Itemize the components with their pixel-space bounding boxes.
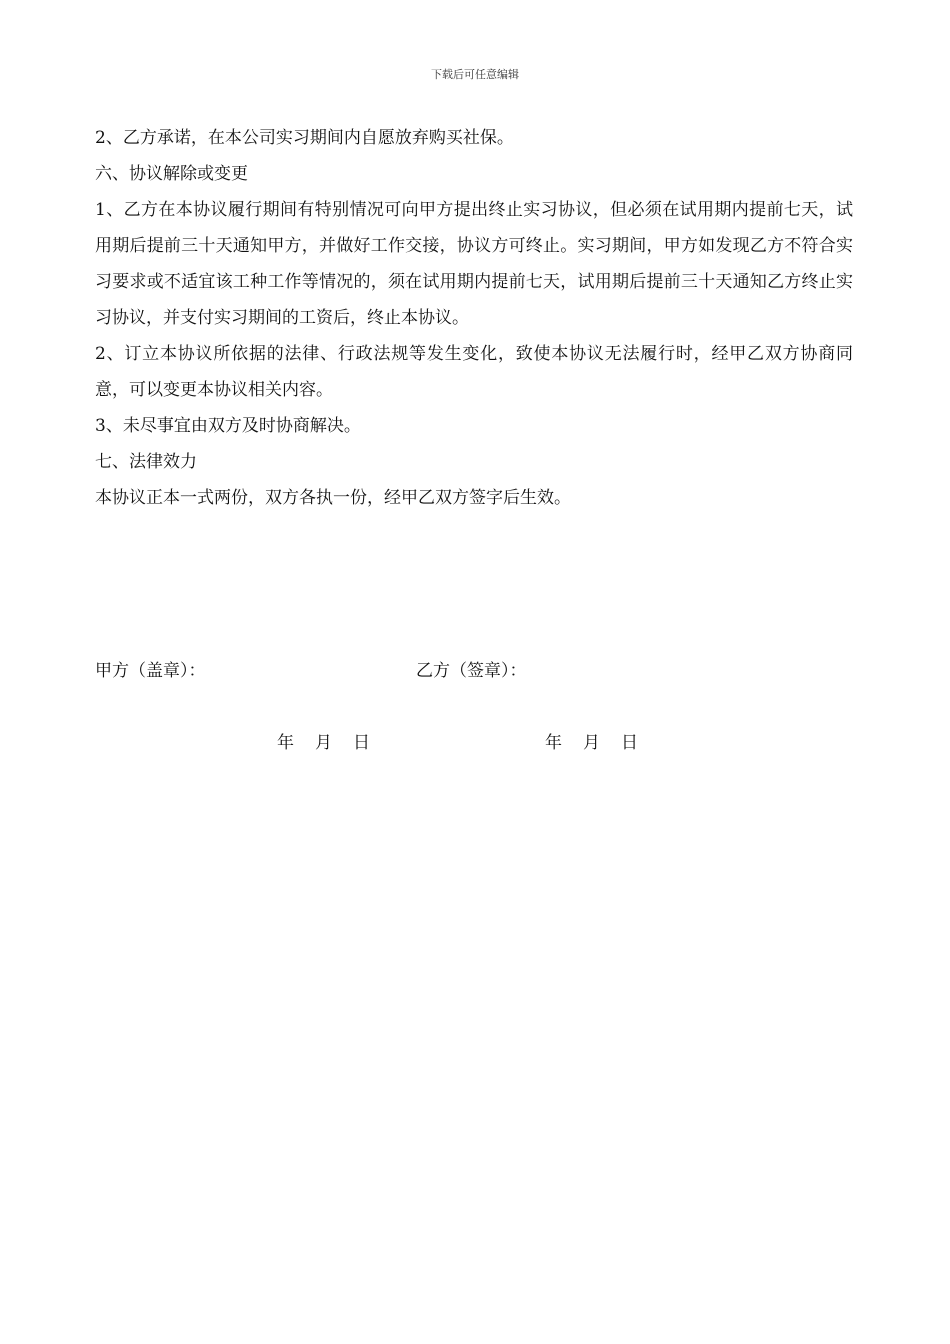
document-body: [95, 120, 853, 516]
paragraph-unresolved-matters: 3、未尽事宜由双方及时协商解决。: [95, 416, 361, 436]
date-year-label: 年: [545, 733, 562, 753]
party-a-signature-label: 甲方（盖章）：: [95, 661, 206, 681]
header-note: 下载后可任意编辑: [431, 68, 519, 81]
date-month-label: 月: [315, 733, 332, 753]
paragraph-law-change: 2、订立本协议所依据的法律、行政法规等发生变化，致使本协议无法履行时，经甲乙双方协商同意，可以变更本协议相关内容。: [95, 344, 853, 400]
paragraph-termination-notice: 1、乙方在本协议履行期间有特别情况可向甲方提出终止实习协议，但必须在试用期内提前七天，试用期后提前三十天通知甲方，并做好工作交接，协议方可终止。实习期间，甲方如发现乙方不符合实习要求或不适宜该工种工作等情况的，须在试用期内提前七天，试用期后提前三十天通知乙方终止实习协议，并支付实习期间的工资后，终止本协议。: [95, 200, 853, 328]
section-heading-legal-effect: 七、法律效力: [95, 452, 197, 472]
paragraph-social-insurance: 2、乙方承诺，在本公司实习期间内自愿放弃购买社保。: [95, 128, 514, 148]
paragraph-copies: 本协议正本一式两份，双方各执一份，经甲乙双方签字后生效。: [95, 488, 571, 508]
date-month-label: 月: [583, 733, 600, 753]
date-day-label: 日: [353, 733, 370, 753]
section-heading-termination: 六、协议解除或变更: [95, 164, 248, 184]
party-a-date: [277, 728, 370, 753]
date-day-label: 日: [621, 733, 638, 753]
party-b-signature-label: 乙方（签章）：: [416, 661, 527, 681]
signature-row: [95, 656, 855, 686]
party-b-date: [545, 728, 638, 753]
date-year-label: 年: [277, 733, 294, 753]
